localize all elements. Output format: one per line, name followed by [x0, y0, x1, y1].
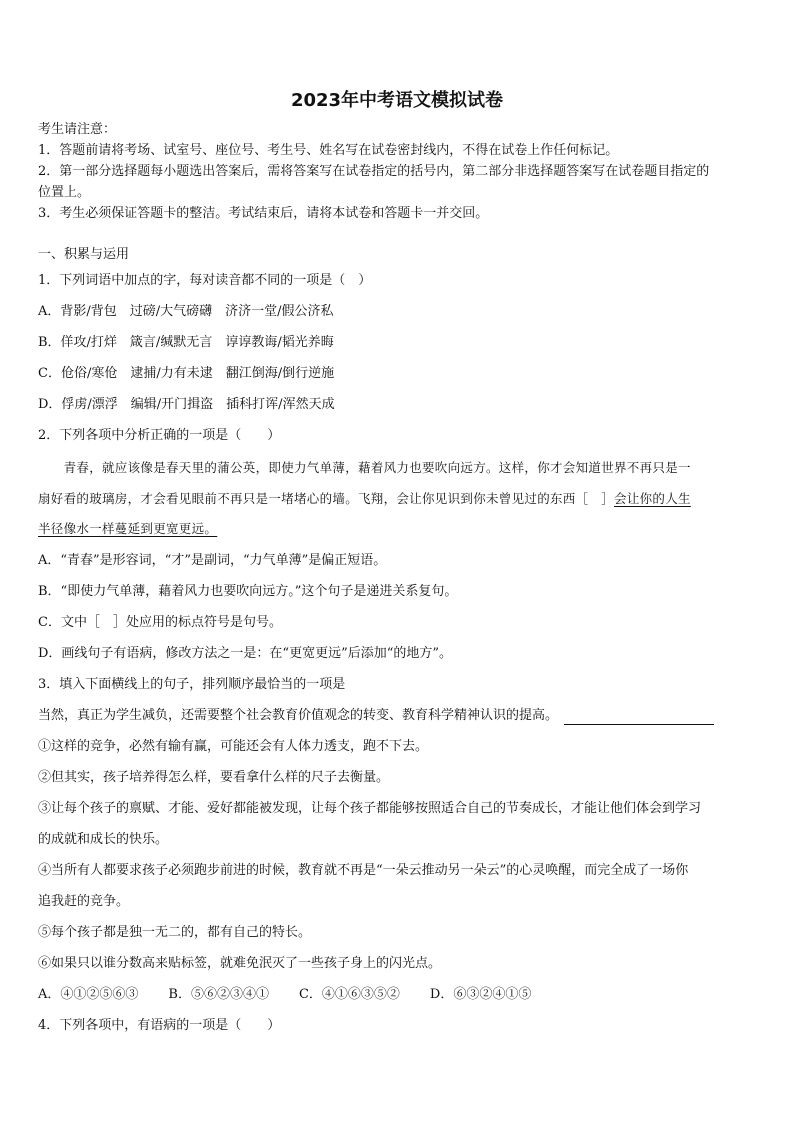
notice-item-2-cont: 位置上。: [38, 185, 91, 200]
q3-sentence-3: ③让每个孩子的禀赋、才能、爱好都能被发现，让每个孩子都能够按照适合自己的节奏成长，才能让他们体会到学习: [38, 801, 702, 816]
q3-option-d: D．⑥③②④①⑤: [429, 987, 532, 1002]
notice-item-1: 1．答题前请将考场、试室号、座位号、考生号、姓名写在试卷密封线内，不得在试卷上作任何标记。: [38, 143, 619, 158]
q3-option-b: B．⑤⑥②③④①: [168, 987, 269, 1002]
q2-passage-text: 扇好看的玻璃房，才会看见眼前不再只是一堵堵心的墙。飞翔，会让你见识到你未曾见过的东西［ ］: [38, 491, 615, 506]
page-title: 2023年中考语文模拟试卷: [290, 90, 504, 111]
q3-option-c: C．④①⑥③⑤②: [298, 987, 400, 1002]
q3-sentence-4: ④当所有人都要求孩子必须跑步前进的时候，教育就不再是“一朵云推动另一朵云”的心灵唤醒，而完全成了一场你: [38, 863, 689, 878]
notice-item-2: 2．第一部分选择题每小题选出答案后，需将答案写在试卷指定的括号内，第二部分非选择题答案写在试卷题目指定的: [38, 164, 710, 179]
q3-option-a: A．④①②⑤⑥③: [38, 987, 139, 1002]
q3-stem: 3．填入下面横线上的句子，排列顺序最恰当的一项是: [38, 677, 346, 692]
q3-lead: [38, 707, 756, 725]
q1-option-d: D．俘虏/漂浮 编辑/开门揖盗 插科打诨/浑然天成: [38, 397, 335, 412]
q2-passage-line-3: [38, 520, 756, 538]
q2-option-c: C．文中［ ］处应用的标点符号是句号。: [38, 615, 282, 630]
q3-answer-blank: [564, 710, 714, 725]
q2-underlined-sentence-start: 会让你的人生: [614, 491, 691, 506]
q2-option-d: D．画线句子有语病，修改方法之一是：在“更宽更远”后添加“的地方”。: [38, 646, 453, 661]
notice-item-3: 3．考生必须保证答题卡的整洁。考试结束后，请将本试卷和答题卡一并交回。: [38, 206, 489, 221]
q4-stem: 4．下列各项中，有语病的一项是（ ）: [38, 1018, 281, 1033]
q1-option-c: C．伧俗/寒伧 逮捕/力有未逮 翻江倒海/倒行逆施: [38, 366, 335, 381]
q1-stem: 1．下列词语中加点的字，每对读音都不同的一项是（ ）: [38, 273, 372, 288]
section-heading: 一、积累与运用: [38, 247, 130, 262]
q3-sentence-1: ①这样的竞争，必然有输有赢，可能还会有人体力透支，跑不下去。: [38, 739, 429, 754]
q3-lead-text: 当然，真正为学生减负，还需要整个社会教育价值观念的转变、教育科学精神认识的提高。: [38, 708, 559, 723]
q2-underlined-sentence-end: 半径像水一样蔓延到更宽更远。: [38, 521, 218, 536]
q3-sentence-6: ⑥如果只以谁分数高来贴标签，就难免泯灭了一些孩子身上的闪光点。: [38, 956, 442, 971]
notice-heading: 考生请注意：: [38, 122, 117, 137]
q2-passage-line-2: [38, 490, 756, 508]
q1-option-b: B．佯攻/打烊 箴言/缄默无言 谆谆教诲/韬光养晦: [38, 335, 334, 350]
q3-sentence-5: ⑤每个孩子都是独一无二的，都有自己的特长。: [38, 925, 312, 940]
q2-passage-line-1: 青春，就应该像是春天里的蒲公英，即使力气单薄，藉着风力也要吹向远方。这样，你才会知道世界不再只是一: [38, 460, 691, 475]
q2-stem: 2．下列各项中分析正确的一项是（ ）: [38, 428, 281, 443]
q3-options: [38, 986, 756, 1004]
q3-sentence-2: ②但其实，孩子培养得怎么样，要看拿什么样的尺子去衡量。: [38, 770, 390, 785]
q3-sentence-4-cont: 追我赶的竞争。: [38, 894, 130, 909]
q3-sentence-3-cont: 的成就和成长的快乐。: [38, 832, 169, 847]
q2-option-a: A．“青春”是形容词，“才”是副词，“力气单薄”是偏正短语。: [38, 553, 387, 568]
q2-option-b: B．“即使力气单薄，藉着风力也要吹向远方。”这个句子是递进关系复句。: [38, 584, 458, 599]
q1-option-a: A．背影/背包 过磅/大气磅礴 济济一堂/假公济私: [38, 304, 334, 319]
